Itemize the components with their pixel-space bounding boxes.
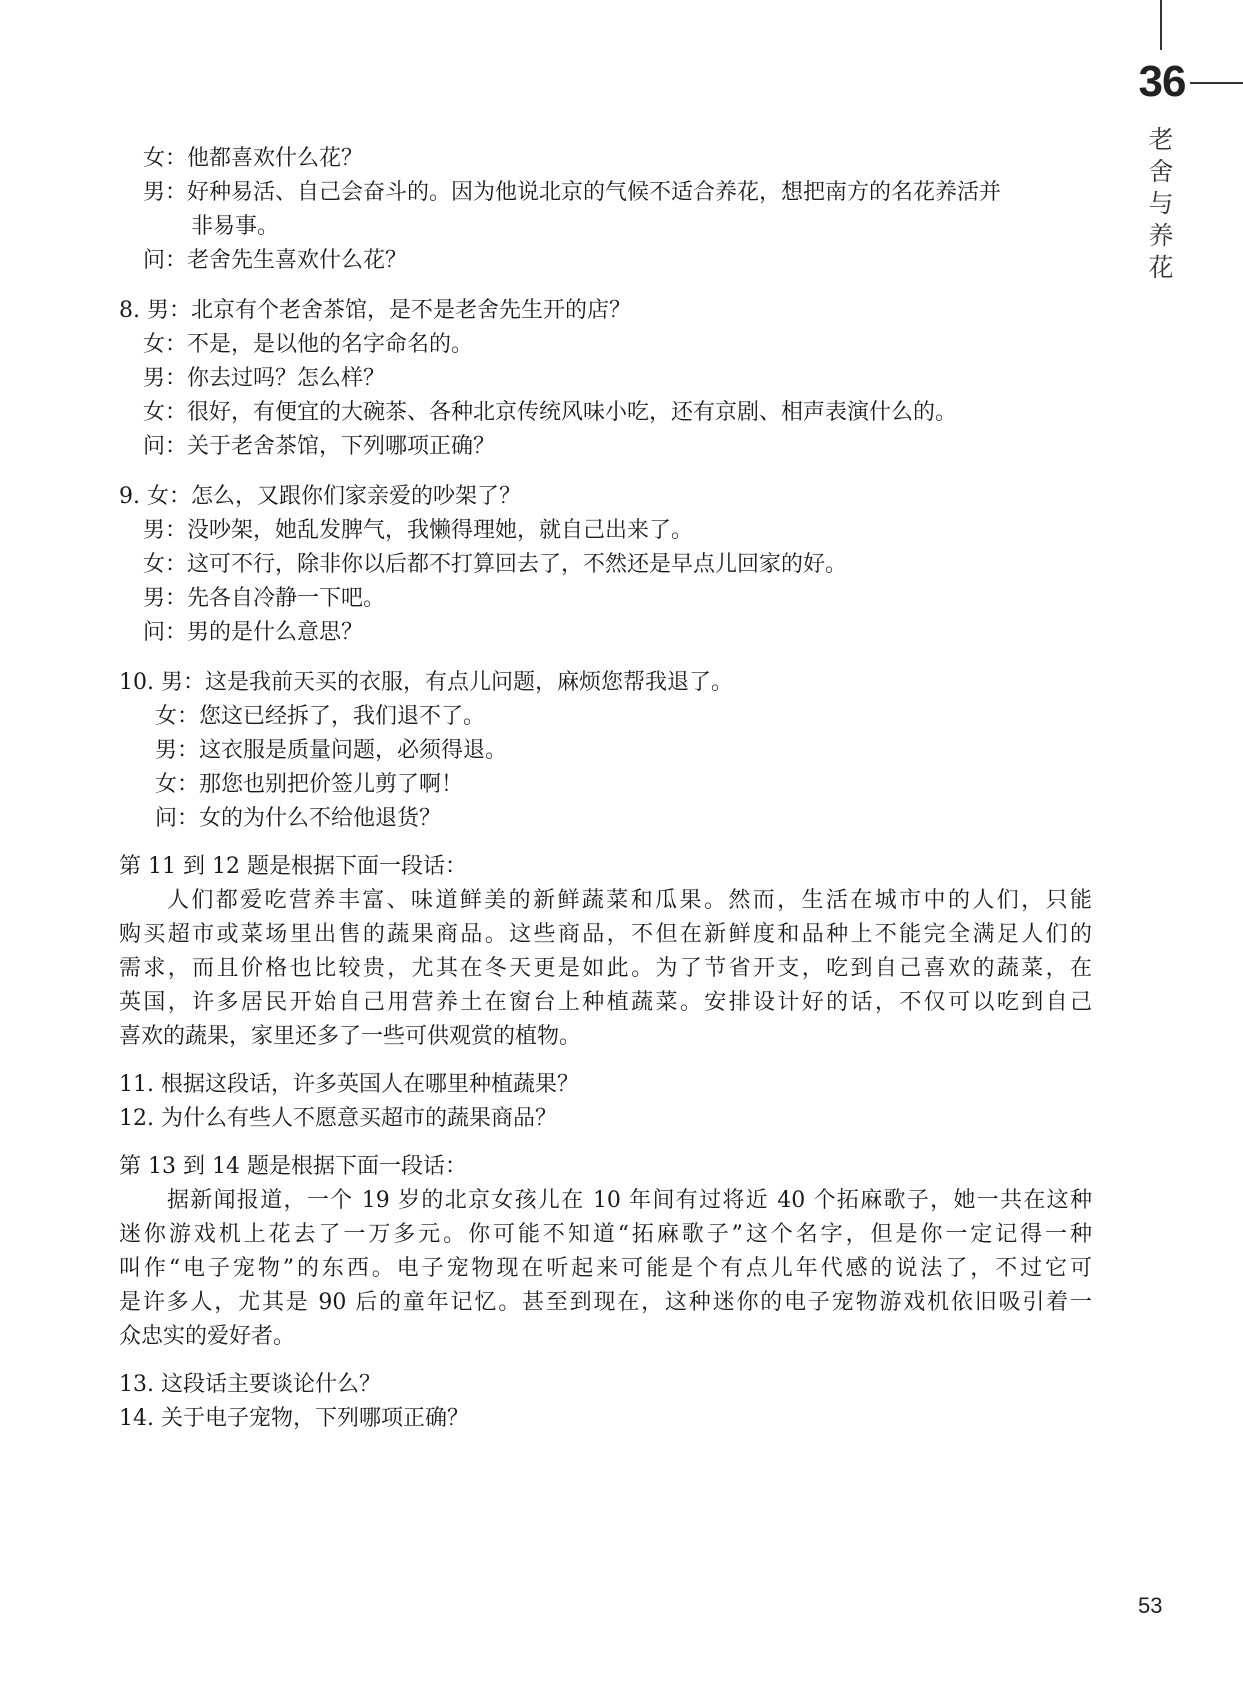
text-line: 10. 男：这是我前天买的衣服，有点儿问题，麻烦您帮我退了。 [119,670,733,695]
margin-vertical-rule [1160,0,1162,50]
text-line: 人们都爱吃营养丰富、味道鲜美的新鲜蔬菜和瓜果。然而，生活在城市中的人们，只能 [167,888,1092,913]
text-line: 女：不是，是以他的名字命名的。 [143,332,474,357]
chapter-number: 36 [1138,57,1186,106]
text-line: 13. 这段话主要谈论什么？ [119,1372,381,1397]
text-line: 英国，许多居民开始自己用营养土在窗台上种植蔬菜。安排设计好的话，不仅可以吃到自己 [119,990,1092,1015]
text-line: 众忠实的爱好者。 [119,1324,296,1349]
text-line: 女：他都喜欢什么花？ [143,146,364,171]
text-line: 男：这衣服是质量问题，必须得退。 [155,738,508,763]
text-line: 8. 男：北京有个老舍茶馆，是不是老舍先生开的店？ [119,298,631,323]
text-line: 男：好种易活、自己会奋斗的。因为他说北京的气候不适合养花，想把南方的名花养活并 [143,180,1002,205]
text-line: 问：关于老舍茶馆，下列哪项正确？ [143,434,496,459]
text-line: 是许多人，尤其是 90 后的童年记忆。甚至到现在，这种迷你的电子宠物游戏机依旧吸引着一 [119,1290,1092,1315]
text-line: 女：很好，有便宜的大碗茶、各种北京传统风味小吃，还有京剧、相声表演什么的。 [143,400,958,425]
text-line: 问：男的是什么意思？ [143,620,364,645]
text-line: 男：你去过吗？怎么样？ [143,366,386,391]
text-line: 问：女的为什么不给他退货？ [155,806,442,831]
text-line: 男：没吵架，她乱发脾气，我懒得理她，就自己出来了。 [143,518,694,543]
text-line: 12. 为什么有些人不愿意买超市的蔬果商品？ [119,1106,557,1131]
text-line: 第 13 到 14 题是根据下面一段话： [119,1154,467,1179]
chapter-title: 老舍与养花 [1148,125,1174,282]
text-line: 14. 关于电子宠物，下列哪项正确？ [119,1406,469,1431]
text-line: 女：那您也别把价签儿剪了啊！ [155,772,464,797]
text-line: 迷你游戏机上花去了一万多元。你可能不知道“拓麻歌子”这个名字，但是你一定记得一种 [119,1222,1092,1247]
text-line: 9. 女：怎么，又跟你们家亲爱的吵架了？ [119,484,521,509]
text-line: 问：老舍先生喜欢什么花？ [143,248,408,273]
text-line: 男：先各自冷静一下吧。 [143,586,386,611]
text-line: 非易事。 [191,214,280,239]
text-line: 据新闻报道，一个 19 岁的北京女孩儿在 10 年间有过将近 40 个拓麻歌子，她一共在这种 [167,1188,1092,1213]
text-line: 11. 根据这段话，许多英国人在哪里种植蔬果？ [119,1072,579,1097]
text-line: 喜欢的蔬果，家里还多了一些可供观赏的植物。 [119,1024,582,1049]
text-line: 女：这可不行，除非你以后都不打算回去了，不然还是早点儿回家的好。 [143,552,848,577]
text-line: 第 11 到 12 题是根据下面一段话： [119,854,467,879]
page-number: 53 [1138,1593,1163,1618]
margin-horizontal-rule [1190,82,1243,84]
text-line: 叫作“电子宠物”的东西。电子宠物现在听起来可能是个有点儿年代感的说法了，不过它可 [119,1256,1092,1281]
text-line: 购买超市或菜场里出售的蔬果商品。这些商品，不但在新鲜度和品种上不能完全满足人们的 [119,922,1092,947]
text-line: 需求，而且价格也比较贵，尤其在冬天更是如此。为了节省开支，吃到自己喜欢的蔬菜，在 [119,956,1092,981]
text-line: 女：您这已经拆了，我们退不了。 [155,704,486,729]
